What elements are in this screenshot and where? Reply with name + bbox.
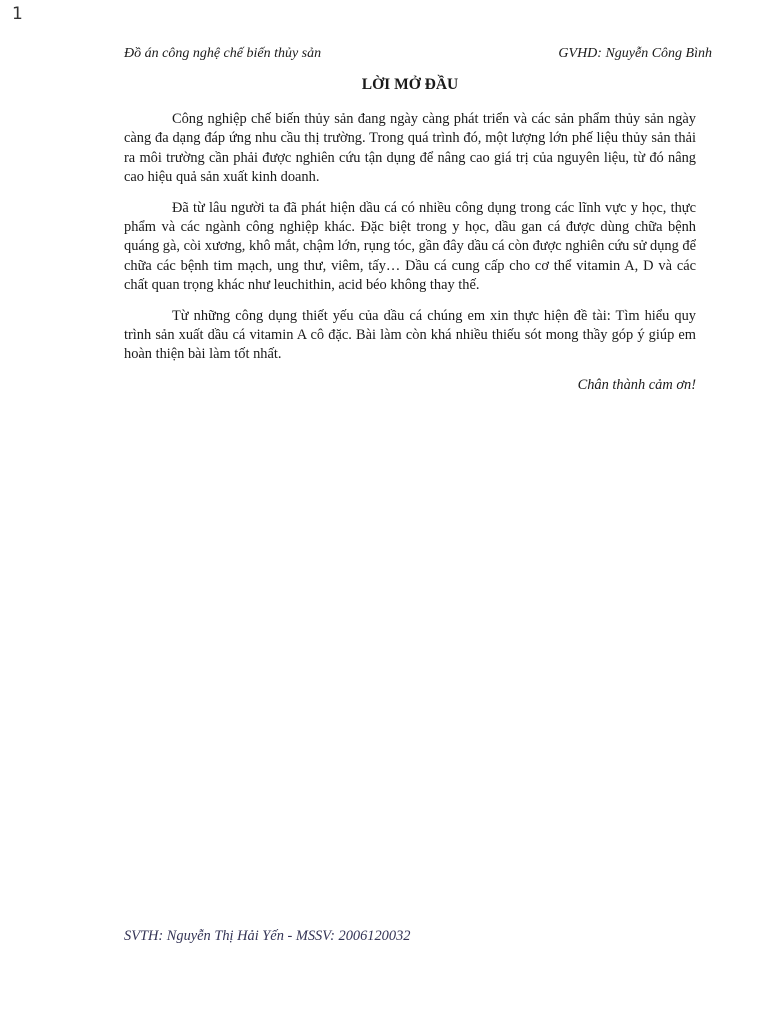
paragraph-3: Từ những công dụng thiết yếu của dầu cá chúng em xin thực hiện đề tài: Tìm hiểu quy trình sản xuất dầu cá vitamin A cô đặc. Bài làm còn khá nhiều thiếu sót mong thầy góp ý giúp em hoàn thiện bài làm tốt nhất. <box>124 307 696 363</box>
page-title: LỜI MỞ ĐẦU <box>361 76 459 93</box>
signoff: Chân thành cảm ơn! <box>577 376 696 393</box>
page-header <box>124 46 712 66</box>
paragraph-2: Đã từ lâu người ta đã phát hiện dầu cá có nhiều công dụng trong các lĩnh vực y học, thực phẩm và các ngành công nghiệp khác. Đặc biệt trong y học, dầu gan cá được dùng chữa bệnh quáng gà, còi xương, khô mắt, chậm lớn, rụng tóc, gần đây dầu cá còn được nghiên cứu sử dụng để chữa các bệnh tim mạch, ung thư, viêm, tấy… Dầu cá cung cấp cho cơ thể vitamin A, D và các chất quan trọng khác như leuchithin, acid béo không thay thế. <box>124 199 696 294</box>
paragraph-1: Công nghiệp chế biến thủy sản đang ngày càng phát triển và các sản phẩm thủy sản ngày càng đa dạng đáp ứng nhu cầu thị trường. Trong quá trình đó, một lượng lớn phế liệu thủy sản thải ra môi trường cần phải được nghiên cứu tận dụng để nâng cao giá trị của nguyên liệu, từ đó nâng cao hiệu quả sản xuất kinh doanh. <box>124 111 696 186</box>
header-supervisor: GVHD: Nguyễn Công Bình <box>558 46 712 61</box>
page-number: 1 <box>12 4 23 24</box>
page-footer: SVTH: Nguyễn Thị Hải Yến - MSSV: 2006120032 <box>124 928 411 944</box>
body-text <box>124 110 696 395</box>
header-course-title: Đồ án công nghệ chế biến thủy sản <box>124 46 322 61</box>
